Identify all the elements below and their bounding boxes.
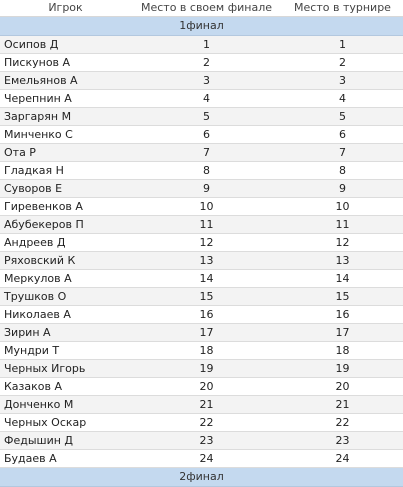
table-row[interactable] — [0, 360, 403, 378]
table-row[interactable] — [0, 198, 403, 216]
tournament-place-cell: 3 — [282, 72, 403, 90]
tournament-place-cell: 19 — [282, 360, 403, 378]
tournament-place-cell: 7 — [282, 144, 403, 162]
tournament-place-cell: 12 — [282, 234, 403, 252]
table-row[interactable] — [0, 180, 403, 198]
final-place-column-header[interactable]: Место в своем финале — [131, 0, 282, 17]
final-place-cell: 15 — [131, 288, 282, 306]
player-name-cell: Зирин А — [0, 324, 131, 342]
table-row[interactable] — [0, 252, 403, 270]
final-place-cell: 4 — [131, 90, 282, 108]
player-name-cell: Гладкая Н — [0, 162, 131, 180]
tournament-place-cell: 18 — [282, 342, 403, 360]
tournament-place-cell: 14 — [282, 270, 403, 288]
table-row[interactable] — [0, 216, 403, 234]
tournament-place-cell: 8 — [282, 162, 403, 180]
final-place-cell: 5 — [131, 108, 282, 126]
player-name-cell: Николаев А — [0, 306, 131, 324]
tournament-place-cell: 21 — [282, 396, 403, 414]
final-place-cell: 13 — [131, 252, 282, 270]
final-place-cell: 1 — [131, 36, 282, 54]
final-place-cell: 21 — [131, 396, 282, 414]
tournament-place-column-header[interactable]: Место в турнире — [282, 0, 403, 17]
tournament-place-cell: 23 — [282, 432, 403, 450]
final-place-cell: 14 — [131, 270, 282, 288]
tournament-place-cell: 1 — [282, 36, 403, 54]
player-name-cell: Пискунов А — [0, 54, 131, 72]
table-row[interactable] — [0, 342, 403, 360]
final-place-cell: 19 — [131, 360, 282, 378]
tournament-place-cell: 10 — [282, 198, 403, 216]
player-name-cell: Черепнин А — [0, 90, 131, 108]
tournament-place-cell: 13 — [282, 252, 403, 270]
tournament-place-cell: 11 — [282, 216, 403, 234]
player-name-cell: Минченко С — [0, 126, 131, 144]
final-place-cell: 16 — [131, 306, 282, 324]
table-row[interactable] — [0, 72, 403, 90]
final-place-cell: 22 — [131, 414, 282, 432]
player-name-cell: Меркулов А — [0, 270, 131, 288]
table-row[interactable] — [0, 162, 403, 180]
player-name-cell: Абубекеров П — [0, 216, 131, 234]
tournament-place-cell: 15 — [282, 288, 403, 306]
tournament-place-cell: 4 — [282, 90, 403, 108]
player-name-cell: Черных Оскар — [0, 414, 131, 432]
final-place-cell: 24 — [131, 450, 282, 468]
tournament-place-cell: 6 — [282, 126, 403, 144]
table-row[interactable] — [0, 108, 403, 126]
table-row[interactable] — [0, 324, 403, 342]
tournament-place-cell: 24 — [282, 450, 403, 468]
table-row[interactable] — [0, 36, 403, 54]
table-row[interactable] — [0, 270, 403, 288]
group-title: 2финал — [0, 468, 403, 487]
final-place-cell: 20 — [131, 378, 282, 396]
final-place-cell: 2 — [131, 54, 282, 72]
table-row[interactable] — [0, 306, 403, 324]
table-row[interactable] — [0, 414, 403, 432]
player-name-cell: Гиревенков А — [0, 198, 131, 216]
final-place-cell: 12 — [131, 234, 282, 252]
player-name-cell: Будаев А — [0, 450, 131, 468]
table-row[interactable] — [0, 234, 403, 252]
tournament-place-cell: 22 — [282, 414, 403, 432]
tournament-place-cell: 2 — [282, 54, 403, 72]
player-name-cell: Трушков О — [0, 288, 131, 306]
table-body — [0, 17, 403, 487]
table-row[interactable] — [0, 288, 403, 306]
final-place-cell: 10 — [131, 198, 282, 216]
player-name-cell: Суворов Е — [0, 180, 131, 198]
player-name-cell: Мундри Т — [0, 342, 131, 360]
tournament-place-cell: 16 — [282, 306, 403, 324]
header-row — [0, 0, 403, 17]
final-place-cell: 3 — [131, 72, 282, 90]
tournament-place-cell: 9 — [282, 180, 403, 198]
player-name-cell: Осипов Д — [0, 36, 131, 54]
final-place-cell: 9 — [131, 180, 282, 198]
player-name-cell: Ряховский К — [0, 252, 131, 270]
table-row[interactable] — [0, 378, 403, 396]
final-place-cell: 17 — [131, 324, 282, 342]
tournament-place-cell: 17 — [282, 324, 403, 342]
player-name-cell: Черных Игорь — [0, 360, 131, 378]
group-title: 1финал — [0, 17, 403, 36]
player-name-cell: Ота Р — [0, 144, 131, 162]
table-row[interactable] — [0, 450, 403, 468]
player-name-cell: Донченко М — [0, 396, 131, 414]
table-row[interactable] — [0, 432, 403, 450]
player-name-cell: Заргарян М — [0, 108, 131, 126]
final-place-cell: 7 — [131, 144, 282, 162]
group-header-row[interactable] — [0, 17, 403, 36]
tournament-place-cell: 5 — [282, 108, 403, 126]
group-header-row[interactable] — [0, 468, 403, 487]
final-place-cell: 23 — [131, 432, 282, 450]
player-name-cell: Андреев Д — [0, 234, 131, 252]
table-row[interactable] — [0, 396, 403, 414]
player-name-cell: Федышин Д — [0, 432, 131, 450]
tournament-place-cell: 20 — [282, 378, 403, 396]
player-column-header[interactable]: Игрок — [0, 0, 131, 17]
table-row[interactable] — [0, 90, 403, 108]
player-name-cell: Казаков А — [0, 378, 131, 396]
table-row[interactable] — [0, 126, 403, 144]
final-place-cell: 6 — [131, 126, 282, 144]
table-row[interactable] — [0, 54, 403, 72]
table-row[interactable] — [0, 144, 403, 162]
player-name-cell: Емельянов А — [0, 72, 131, 90]
final-place-cell: 18 — [131, 342, 282, 360]
final-place-cell: 8 — [131, 162, 282, 180]
final-place-cell: 11 — [131, 216, 282, 234]
